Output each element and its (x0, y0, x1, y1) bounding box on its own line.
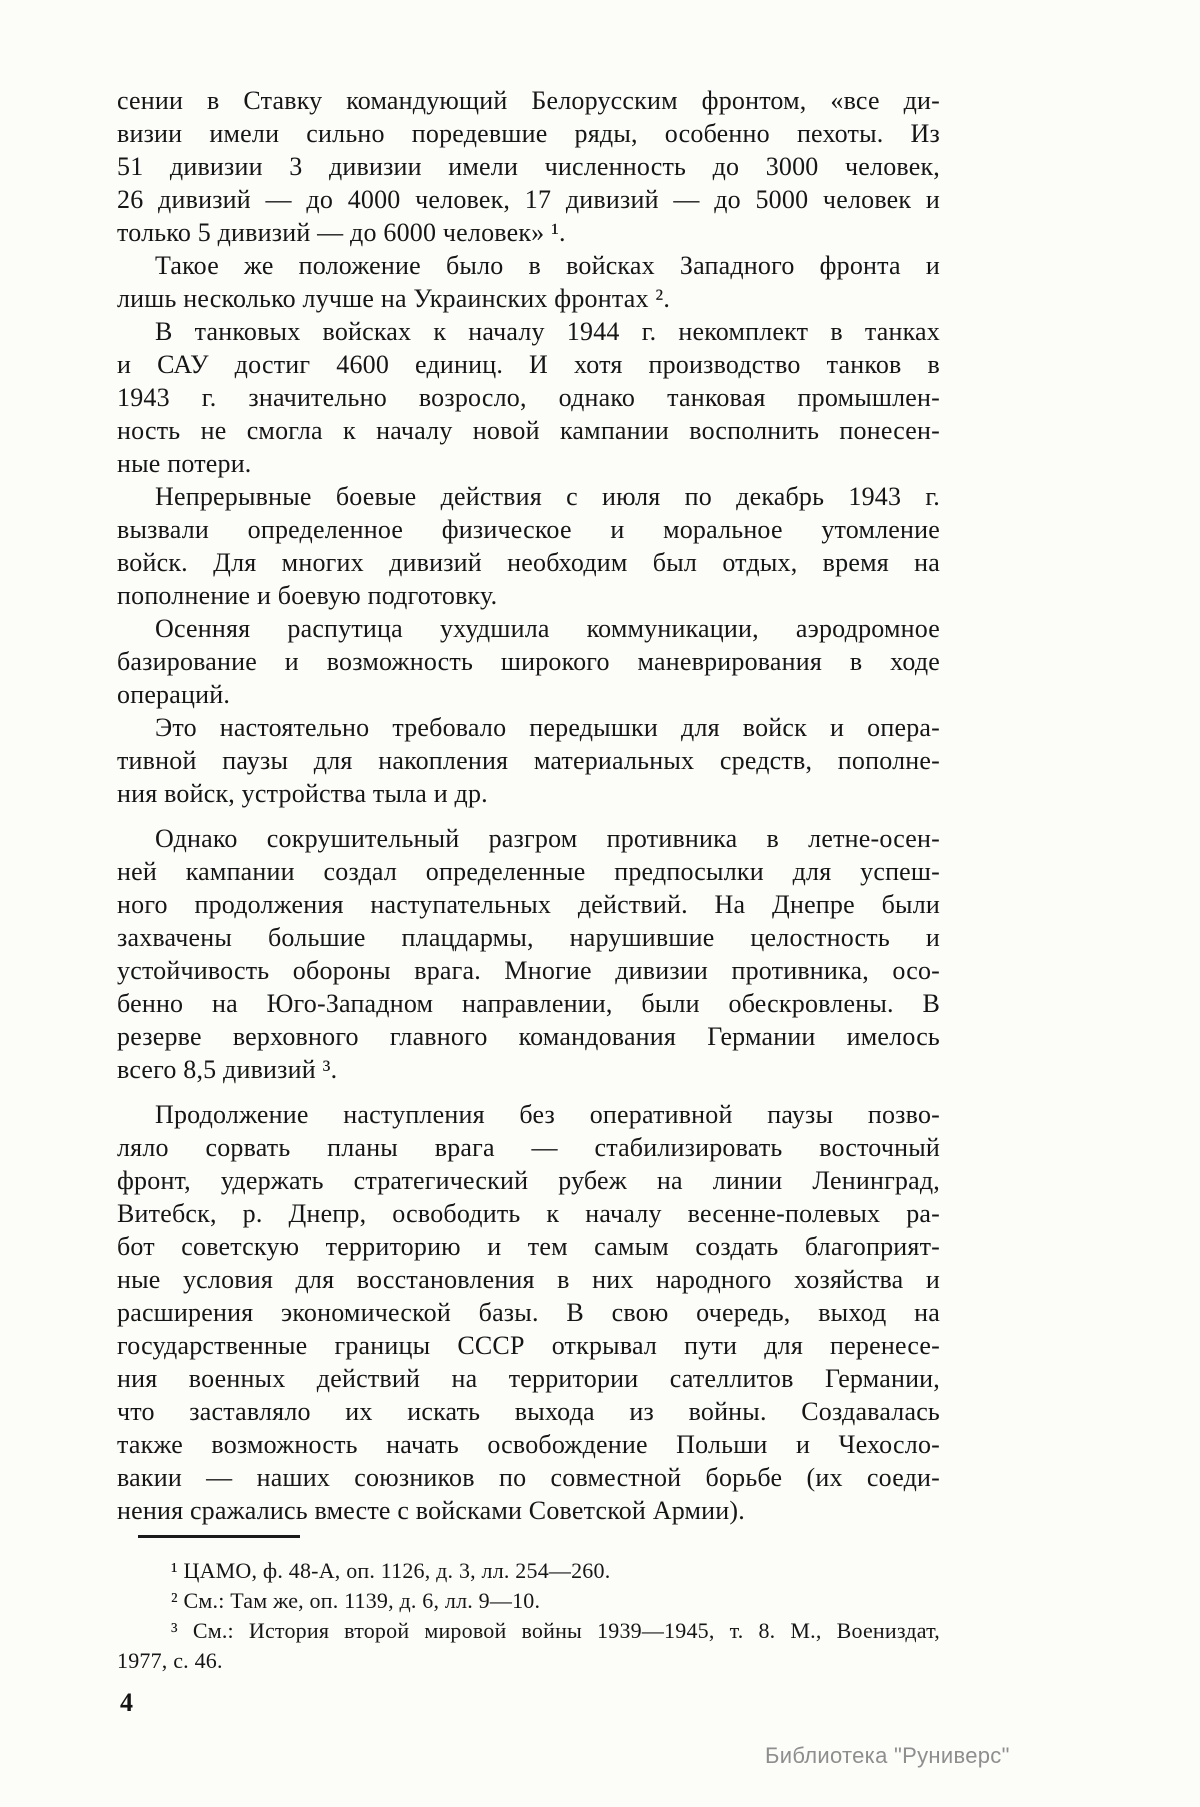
footnote (117, 1556, 940, 1586)
text-line: бенно на Юго-Западном направлении, были обескровлены. В (117, 989, 940, 1018)
text-line: фронт, удержать стратегический рубеж на линии Ленинград, (117, 1166, 940, 1195)
text-line: базирование и возможность широкого маневрирования в ходе (117, 647, 940, 676)
text-line: операций. (117, 680, 231, 709)
footnote (117, 1586, 940, 1616)
paragraph (117, 315, 940, 480)
footnote-separator (138, 1535, 300, 1538)
text-line: вакии — наших союзников по совместной борьбе (их соеди- (117, 1463, 940, 1492)
text-line: ¹ ЦАМО, ф. 48-А, оп. 1126, д. 3, лл. 254—260. (171, 1558, 611, 1583)
text-line: Это настоятельно требовало передышки для войск и опера- (155, 713, 940, 742)
text-line: всего 8,5 дивизий ³. (117, 1055, 338, 1084)
text-line: ² См.: Там же, оп. 1139, д. 6, лл. 9—10. (171, 1588, 541, 1613)
paragraph (117, 84, 940, 249)
footnote (117, 1616, 940, 1676)
text-line: резерве верховного главного командования Германии имелось (117, 1022, 940, 1051)
text-line: Непрерывные боевые действия с июля по декабрь 1943 г. (155, 482, 940, 511)
paragraph (117, 711, 940, 810)
text-line: лишь несколько лучше на Украинских фронтах ². (117, 284, 671, 313)
text-line: тивной паузы для накопления материальных средств, пополне- (117, 746, 940, 775)
text-line: Осенняя распутица ухудшила коммуникации, аэродромное (155, 614, 940, 643)
text-line: ные условия для восстановления в них народного хозяйства и (117, 1265, 940, 1294)
text-line: 51 дивизии 3 дивизии имели численность до 3000 человек, (117, 152, 940, 181)
text-line: 1977, с. 46. (117, 1648, 223, 1673)
text-line: Продолжение наступления без оперативной паузы позво- (155, 1100, 940, 1129)
watermark: Библиотека "Руниверс" (765, 1743, 1010, 1768)
text-line: 1943 г. значительно возросло, однако танковая промышлен- (117, 383, 940, 412)
text-line: Витебск, р. Днепр, освободить к началу весенне-полевых ра- (117, 1199, 940, 1228)
text-line: государственные границы СССР открывал пути для перенесе- (117, 1331, 940, 1360)
text-line: только 5 дивизий — до 6000 человек» ¹. (117, 218, 566, 247)
text-line: устойчивость обороны врага. Многие дивизии противника, осо- (117, 956, 940, 985)
paragraph (117, 480, 940, 612)
text-line: 26 дивизий — до 4000 человек, 17 дивизий — до 5000 человек и (117, 185, 940, 214)
text-line: ния военных действий на территории сателлитов Германии, (117, 1364, 940, 1393)
text-line: ния войск, устройства тыла и др. (117, 779, 488, 808)
text-line: ³ См.: История второй мировой войны 1939—1945, т. 8. М., Воениздат, (171, 1618, 940, 1643)
text-line: Однако сокрушительный разгром противника в летне-осен- (155, 824, 940, 853)
text-line: нения сражались вместе с войсками Советской Армии). (117, 1496, 745, 1525)
paragraph (117, 249, 940, 315)
text-line: сении в Ставку командующий Белорусским фронтом, «все ди- (117, 86, 940, 115)
text-line: пополнение и боевую подготовку. (117, 581, 498, 610)
text-line: и САУ достиг 4600 единиц. И хотя производство танков в (117, 350, 940, 379)
text-line: ного продолжения наступательных действий. На Днепре были (117, 890, 940, 919)
text-line: ляло сорвать планы врага — стабилизировать восточный (117, 1133, 940, 1162)
text-line: вызвали определенное физическое и моральное утомление (117, 515, 940, 544)
text-line: визии имели сильно поредевшие ряды, особенно пехоты. Из (117, 119, 940, 148)
text-column (117, 84, 940, 1676)
page-text (117, 84, 940, 1527)
text-line: что заставляло их искать выхода из войны. Создавалась (117, 1397, 940, 1426)
paragraph (117, 612, 940, 711)
text-line: ней кампании создал определенные предпосылки для успеш- (117, 857, 940, 886)
text-line: В танковых войсках к началу 1944 г. некомплект в танках (155, 317, 940, 346)
paragraph (117, 822, 940, 1086)
text-line: войск. Для многих дивизий необходим был отдых, время на (117, 548, 940, 577)
paragraph (117, 1098, 940, 1527)
text-line: Такое же положение было в войсках Западного фронта и (155, 251, 940, 280)
text-line: ность не смогла к началу новой кампании восполнить понесен- (117, 416, 940, 445)
page-number: 4 (120, 1688, 133, 1717)
text-line: ные потери. (117, 449, 252, 478)
text-line: бот советскую территорию и тем самым создать благоприят- (117, 1232, 940, 1261)
text-line: расширения экономической базы. В свою очередь, выход на (117, 1298, 940, 1327)
text-line: захвачены большие плацдармы, нарушившие целостность и (117, 923, 940, 952)
text-line: также возможность начать освобождение Польши и Чехосло- (117, 1430, 940, 1459)
footnotes (117, 1556, 940, 1676)
